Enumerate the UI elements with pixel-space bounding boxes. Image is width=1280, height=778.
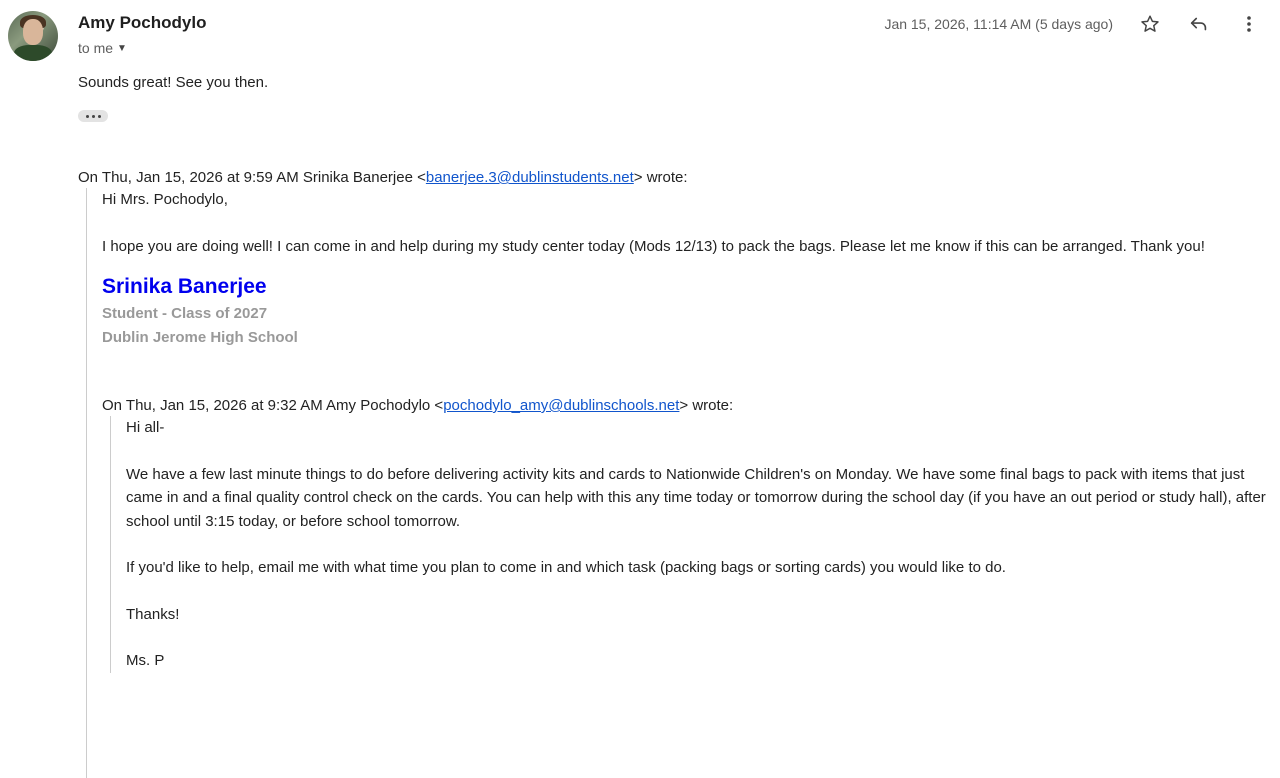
quote2-attrib-suffix: > wrote:: [679, 397, 734, 414]
quote2-blockquote: [110, 416, 1268, 673]
sender-name[interactable]: Amy Pochodylo: [78, 13, 207, 32]
quote2-signoff: Ms. P: [126, 652, 165, 669]
quote1-blockquote: [86, 188, 1268, 778]
spacer: [102, 350, 1268, 396]
reply-icon[interactable]: [1185, 10, 1213, 38]
quote2-attrib-prefix: On Thu, Jan 15, 2026 at 9:32 AM Amy Pochodylo <: [102, 397, 444, 414]
spacer: [126, 580, 1268, 603]
caret-down-icon: ▼: [117, 42, 127, 54]
spacer: [102, 211, 1268, 235]
more-vert-icon[interactable]: [1235, 10, 1263, 38]
quote2-attribution: [102, 396, 1268, 416]
ellipsis-dot: [92, 115, 95, 118]
quote1-greeting: Hi Mrs. Pochodylo,: [102, 191, 228, 208]
quote1-paragraph: I hope you are doing well! I can come in and help during my study center today (Mods 12/13) to pack the bags. Please let me know if this can be arranged. Thank you!: [102, 238, 1205, 255]
spacer: [126, 440, 1268, 463]
avatar-face: [23, 19, 43, 45]
star-icon[interactable]: [1136, 10, 1164, 38]
ellipsis-dot: [86, 115, 89, 118]
signature-name: Srinika Banerjee: [102, 275, 267, 298]
quote1-email-link[interactable]: banerjee.3@dublinstudents.net: [425, 169, 634, 186]
show-trimmed-content-button[interactable]: [78, 110, 108, 122]
spacer: [126, 626, 1268, 649]
quote1-attrib-prefix: On Thu, Jan 15, 2026 at 9:59 AM Srinika Banerjee <: [78, 169, 426, 186]
quote2-thanks: Thanks!: [126, 605, 180, 623]
sender-avatar[interactable]: [8, 11, 58, 61]
quote1-attribution: [78, 168, 1268, 188]
avatar-shirt: [14, 45, 52, 61]
quote2-paragraph2: If you'd like to help, email me with what time you plan to come in and which task (packing bags or sorting cards) you would like to do.: [126, 559, 1006, 576]
message-body: Sounds great! See you then.: [78, 74, 269, 91]
signature-title: Student - Class of 2027: [102, 305, 268, 322]
signature-school: Dublin Jerome High School: [102, 329, 298, 346]
quote2-email-link[interactable]: pochodylo_amy@dublinschools.net: [443, 397, 680, 414]
quote2-paragraph1: We have a few last minute things to do before delivering activity kits and cards to Nationwide Children's on Monday. We have some final bags to pack with items that just came in and a final quality control check on the cards. You can help with this any time today or tomorrow during the school day (if you have an out period or study hall), after school until 3:15 today, or before school tomorrow.: [126, 465, 1266, 530]
ellipsis-dot: [98, 115, 101, 118]
quote2-greeting: Hi all-: [126, 419, 165, 436]
spacer: [126, 533, 1268, 556]
message-date: Jan 15, 2026, 11:14 AM (5 days ago): [884, 16, 1113, 32]
recipient-label: to me: [78, 40, 114, 56]
quote1-attrib-suffix: > wrote:: [633, 169, 688, 186]
quoted-thread: [78, 168, 1268, 778]
recipient-details-toggle[interactable]: [78, 40, 127, 56]
